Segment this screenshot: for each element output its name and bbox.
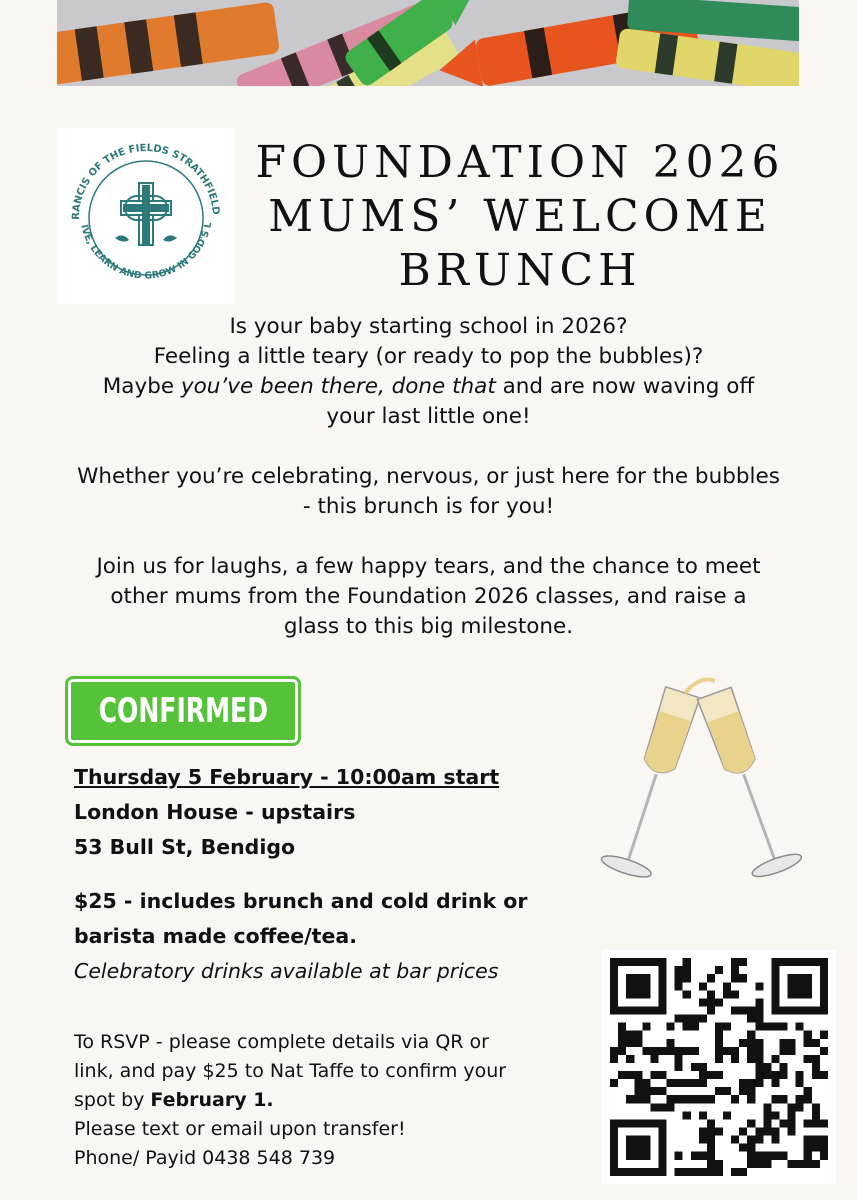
rsvp-text-span: spot by [74, 1089, 151, 1111]
rsvp-phone: Phone/ Payid 0438 548 739 [74, 1147, 336, 1169]
event-date: Thursday 5 February - 10:00am start [74, 765, 500, 789]
rsvp-line: To RSVP - please complete details via QR or [74, 1031, 489, 1053]
confirmed-badge [65, 676, 301, 746]
intro-italic-span: you’ve been there, done that [180, 374, 496, 399]
intro-line: - this brunch is for you! [302, 494, 555, 519]
intro-line: Whether you’re celebrating, nervous, or just here for the bubbles [77, 464, 780, 489]
intro-text-span: Maybe [102, 374, 181, 399]
confirmed-label: CONFIRMED [98, 691, 268, 731]
event-title [230, 136, 810, 298]
rsvp-deadline: February 1. [150, 1089, 274, 1111]
intro-line: Join us for laughs, a few happy tears, and the chance to meet [96, 554, 761, 579]
title-line: MUMS’ WELCOME [268, 191, 772, 242]
intro-line: Feeling a little teary (or ready to pop the bubbles)? [153, 344, 704, 369]
event-details [74, 760, 594, 865]
event-venue: London House - upstairs [74, 800, 356, 824]
intro-line [20, 372, 837, 402]
price-line: $25 - includes brunch and cold drink or [74, 889, 528, 913]
dove-icon [163, 235, 177, 241]
intro-line: your last little one! [326, 404, 531, 429]
price-note: Celebratory drinks available at bar prices [74, 959, 499, 983]
title-line: BRUNCH [398, 245, 642, 296]
intro-text-span: and are now waving off [495, 374, 755, 399]
event-address: 53 Bull St, Bendigo [74, 835, 296, 859]
logo-bottom-text: IVE, LEARN AND GROW IN GOD'S L [78, 221, 215, 282]
rsvp-line: Please text or email upon transfer! [74, 1118, 406, 1140]
logo-top-text: RANCIS OF THE FIELDS STRATHFIELD [70, 142, 222, 220]
crayons-banner-image [57, 0, 799, 86]
price-info [74, 884, 614, 989]
intro-line: Is your baby starting school in 2026? [229, 314, 628, 339]
intro-text [20, 312, 837, 642]
intro-line: glass to this big milestone. [283, 614, 574, 639]
title-line: FOUNDATION 2026 [255, 137, 785, 188]
price-line: barista made coffee/tea. [74, 924, 357, 948]
intro-line: other mums from the Foundation 2026 classes, and raise a [110, 584, 747, 609]
qr-code-icon[interactable] [602, 950, 836, 1184]
rsvp-line [74, 1086, 604, 1115]
rsvp-line: link, and pay $25 to Nat Taffe to confirm your [74, 1060, 507, 1082]
dove-icon [115, 235, 129, 241]
champagne-glasses-icon [575, 668, 825, 908]
rsvp-info [74, 1028, 604, 1173]
cross-icon [121, 183, 171, 245]
school-logo [57, 128, 235, 304]
crayons-image [57, 0, 799, 86]
